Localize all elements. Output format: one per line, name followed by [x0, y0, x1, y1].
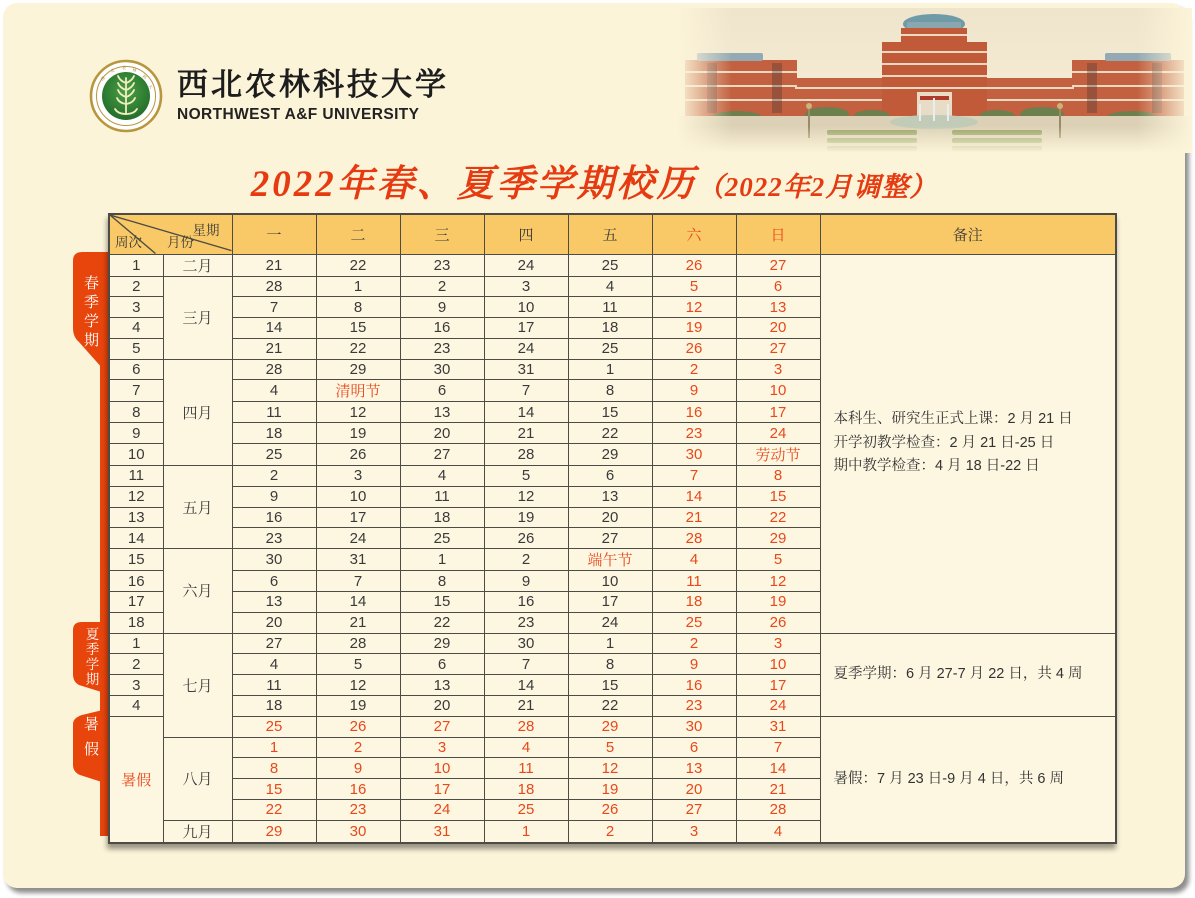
day-cell: 25 [400, 528, 484, 549]
note-line: 期中教学检查：4 月 18 日-22 日 [833, 458, 1040, 475]
day-cell: 6 [400, 654, 484, 675]
week-number-cell: 3 [109, 675, 163, 696]
day-cell: 2 [652, 633, 736, 654]
day-cell: 28 [316, 633, 400, 654]
day-cell: 8 [568, 654, 652, 675]
day-cell: 16 [652, 675, 736, 696]
day-cell: 25 [232, 716, 316, 737]
calendar-page [3, 3, 1185, 888]
day-cell: 21 [484, 696, 568, 717]
week-number-cell: 14 [109, 528, 163, 549]
day-cell: 4 [232, 380, 316, 402]
day-cell: 10 [736, 380, 820, 402]
note-line: 暑假：7 月 23 日-9 月 4 日，共 6 周 [833, 770, 1064, 787]
day-cell: 6 [568, 466, 652, 487]
day-cell: 16 [484, 592, 568, 613]
day-cell: 18 [232, 423, 316, 444]
day-cell: 24 [484, 338, 568, 359]
day-cell: 20 [400, 423, 484, 444]
day-cell: 23 [316, 800, 400, 821]
day-cell: 16 [652, 402, 736, 423]
day-cell: 10 [316, 486, 400, 507]
day-cell: 13 [652, 758, 736, 779]
notes-header: 备注 [820, 214, 1116, 254]
day-cell: 19 [484, 507, 568, 528]
day-cell: 22 [316, 338, 400, 359]
day-cell: 1 [568, 633, 652, 654]
day-cell: 端午节 [568, 549, 652, 571]
day-cell: 29 [232, 820, 316, 843]
day-cell: 27 [400, 716, 484, 737]
day-cell: 9 [316, 758, 400, 779]
page-title-main: 2022年春、夏季学期校历 [250, 164, 697, 205]
day-cell: 1 [400, 549, 484, 571]
day-cell: 9 [652, 654, 736, 675]
day-cell: 3 [652, 820, 736, 843]
day-cell: 18 [652, 592, 736, 613]
day-cell: 23 [652, 423, 736, 444]
day-cell: 22 [568, 696, 652, 717]
day-cell: 29 [736, 528, 820, 549]
month-cell: 七月 [163, 633, 232, 737]
week-number-cell: 1 [109, 633, 163, 654]
month-cell: 六月 [163, 549, 232, 633]
day-cell: 7 [232, 297, 316, 318]
note-line: 开学初教学检查：2 月 21 日-25 日 [833, 434, 1055, 451]
day-cell: 25 [652, 612, 736, 633]
university-logo-wheat-emblem [89, 59, 163, 133]
day-cell: 9 [652, 380, 736, 402]
day-cell: 7 [484, 654, 568, 675]
day-cell: 26 [652, 338, 736, 359]
day-cell: 18 [232, 696, 316, 717]
day-cell: 12 [652, 297, 736, 318]
day-cell: 16 [232, 507, 316, 528]
day-cell: 15 [568, 402, 652, 423]
svg-text:大: 大 [147, 83, 154, 90]
day-cell: 29 [400, 633, 484, 654]
day-cell: 2 [484, 549, 568, 571]
day-cell: 22 [400, 612, 484, 633]
svg-text:农: 农 [122, 65, 127, 70]
day-cell: 8 [316, 297, 400, 318]
day-cell: 18 [400, 507, 484, 528]
day-cell: 3 [484, 276, 568, 297]
day-cell: 20 [652, 779, 736, 800]
day-cell: 2 [652, 359, 736, 380]
day-cell: 28 [232, 359, 316, 380]
day-cell: 15 [568, 675, 652, 696]
day-cell: 29 [568, 716, 652, 737]
day-cell: 16 [316, 779, 400, 800]
day-cell: 7 [652, 466, 736, 487]
week-number-cell: 15 [109, 549, 163, 571]
day-cell: 20 [568, 507, 652, 528]
svg-text:北: 北 [109, 67, 116, 74]
day-cell: 17 [736, 675, 820, 696]
day-cell: 21 [736, 779, 820, 800]
day-cell: 19 [316, 696, 400, 717]
day-cell: 13 [232, 592, 316, 613]
day-cell: 9 [232, 486, 316, 507]
day-cell: 10 [568, 571, 652, 592]
day-cell: 1 [568, 359, 652, 380]
weekday-header: 三 [400, 214, 484, 254]
day-cell: 24 [568, 612, 652, 633]
day-cell: 15 [400, 592, 484, 613]
day-cell: 11 [568, 297, 652, 318]
day-cell: 31 [484, 359, 568, 380]
day-cell: 11 [232, 675, 316, 696]
day-cell: 19 [568, 779, 652, 800]
note-cell [820, 254, 1116, 633]
week-number-cell: 5 [109, 338, 163, 359]
day-cell: 21 [316, 612, 400, 633]
day-cell: 1 [484, 820, 568, 843]
day-cell: 5 [568, 737, 652, 758]
day-cell: 22 [736, 507, 820, 528]
day-cell: 30 [652, 716, 736, 737]
day-cell: 22 [316, 254, 400, 276]
day-cell: 14 [736, 758, 820, 779]
tab-summer-vacation [70, 705, 111, 786]
week-number-cell: 11 [109, 466, 163, 487]
day-cell: 25 [568, 338, 652, 359]
week-number-cell: 18 [109, 612, 163, 633]
corner-header [109, 214, 232, 254]
summer-tab-label: 夏季学期 [83, 627, 99, 687]
day-cell: 4 [736, 820, 820, 843]
day-cell: 5 [652, 276, 736, 297]
university-brand [89, 59, 449, 133]
week-number-cell: 10 [109, 444, 163, 466]
day-cell: 劳动节 [736, 444, 820, 466]
day-cell: 8 [232, 758, 316, 779]
day-cell: 24 [400, 800, 484, 821]
week-number-cell: 8 [109, 402, 163, 423]
day-cell: 27 [568, 528, 652, 549]
day-cell: 4 [232, 654, 316, 675]
tab-spring-semester [70, 252, 111, 379]
note-cell [820, 633, 1116, 716]
weekday-header: 二 [316, 214, 400, 254]
day-cell: 14 [316, 592, 400, 613]
day-cell: 28 [736, 800, 820, 821]
day-cell: 20 [400, 696, 484, 717]
day-cell: 11 [484, 758, 568, 779]
day-cell: 20 [232, 612, 316, 633]
day-cell: 28 [484, 444, 568, 466]
day-cell: 17 [316, 507, 400, 528]
day-cell: 6 [232, 571, 316, 592]
day-cell: 26 [652, 254, 736, 276]
day-cell: 23 [232, 528, 316, 549]
day-cell: 25 [568, 254, 652, 276]
day-cell: 5 [736, 549, 820, 571]
day-cell: 13 [400, 675, 484, 696]
day-cell: 12 [316, 675, 400, 696]
weekday-header: 一 [232, 214, 316, 254]
day-cell: 21 [232, 338, 316, 359]
day-cell: 3 [400, 737, 484, 758]
day-cell: 24 [484, 254, 568, 276]
day-cell: 11 [400, 486, 484, 507]
week-number-cell: 13 [109, 507, 163, 528]
day-cell: 6 [652, 737, 736, 758]
day-cell: 22 [232, 800, 316, 821]
note-cell [820, 716, 1116, 842]
day-cell: 13 [568, 486, 652, 507]
week-number-cell: 16 [109, 571, 163, 592]
day-cell: 14 [484, 675, 568, 696]
day-cell: 3 [736, 359, 820, 380]
day-cell: 13 [400, 402, 484, 423]
week-number-cell: 9 [109, 423, 163, 444]
month-cell: 八月 [163, 737, 232, 820]
day-cell: 8 [400, 571, 484, 592]
week-number-cell: 2 [109, 654, 163, 675]
spring-tab-label: 春季学期 [82, 275, 99, 351]
day-cell: 27 [736, 338, 820, 359]
week-number-cell: 4 [109, 696, 163, 717]
day-cell: 21 [484, 423, 568, 444]
day-cell: 19 [736, 592, 820, 613]
day-cell: 5 [316, 654, 400, 675]
day-cell: 24 [316, 528, 400, 549]
month-cell: 三月 [163, 276, 232, 359]
week-number-cell: 3 [109, 297, 163, 318]
day-cell: 14 [484, 402, 568, 423]
day-cell: 11 [652, 571, 736, 592]
week-number-cell: 17 [109, 592, 163, 613]
weekday-header: 五 [568, 214, 652, 254]
day-cell: 27 [232, 633, 316, 654]
day-cell: 12 [316, 402, 400, 423]
week-number-cell: 2 [109, 276, 163, 297]
weekday-header: 六 [652, 214, 736, 254]
day-cell: 8 [736, 466, 820, 487]
week-number-cell: 7 [109, 380, 163, 402]
day-cell: 12 [736, 571, 820, 592]
day-cell: 30 [652, 444, 736, 466]
day-cell: 8 [568, 380, 652, 402]
day-cell: 15 [316, 318, 400, 339]
day-cell: 2 [400, 276, 484, 297]
day-cell: 25 [232, 444, 316, 466]
day-cell: 10 [484, 297, 568, 318]
month-cell: 四月 [163, 359, 232, 465]
day-cell: 2 [232, 466, 316, 487]
day-cell: 31 [400, 820, 484, 843]
corner-label-week: 周次 [115, 234, 142, 250]
note-line: 本科生、研究生正式上课：2 月 21 日 [833, 411, 1073, 428]
day-cell: 12 [568, 758, 652, 779]
day-cell: 7 [316, 571, 400, 592]
day-cell: 26 [484, 528, 568, 549]
day-cell: 12 [484, 486, 568, 507]
day-cell: 26 [316, 716, 400, 737]
day-cell: 31 [736, 716, 820, 737]
day-cell: 2 [568, 820, 652, 843]
vacation-week-cell: 暑假 [109, 716, 163, 842]
day-cell: 6 [736, 276, 820, 297]
page-title [3, 153, 1185, 207]
page-title-note: （2022年2月调整） [696, 172, 938, 202]
day-cell: 19 [652, 318, 736, 339]
day-cell: 7 [484, 380, 568, 402]
corner-label-month: 月份 [167, 234, 194, 250]
day-cell: 3 [316, 466, 400, 487]
month-cell: 二月 [163, 254, 232, 276]
day-cell: 29 [316, 359, 400, 380]
day-cell: 19 [316, 423, 400, 444]
university-name-cn: 西北农林科技大学 [177, 67, 449, 104]
day-cell: 31 [316, 549, 400, 571]
svg-text:西: 西 [99, 75, 106, 82]
day-cell: 17 [400, 779, 484, 800]
weekday-header: 四 [484, 214, 568, 254]
university-name-en: NORTHWEST A&F UNIVERSITY [177, 105, 420, 123]
month-cell: 九月 [163, 820, 232, 843]
day-cell: 18 [484, 779, 568, 800]
day-cell: 4 [652, 549, 736, 571]
day-cell: 14 [652, 486, 736, 507]
day-cell: 23 [484, 612, 568, 633]
day-cell: 24 [736, 423, 820, 444]
day-cell: 26 [736, 612, 820, 633]
corner-label-weekday: 星期 [192, 223, 220, 238]
day-cell: 23 [400, 254, 484, 276]
day-cell: 9 [484, 571, 568, 592]
day-cell: 11 [232, 402, 316, 423]
day-cell: 21 [232, 254, 316, 276]
day-cell: 4 [568, 276, 652, 297]
day-cell: 29 [568, 444, 652, 466]
day-cell: 30 [232, 549, 316, 571]
day-cell: 13 [736, 297, 820, 318]
month-cell: 五月 [163, 466, 232, 549]
day-cell: 23 [400, 338, 484, 359]
day-cell: 15 [736, 486, 820, 507]
day-cell: 15 [232, 779, 316, 800]
day-cell: 10 [736, 654, 820, 675]
day-cell: 2 [316, 737, 400, 758]
day-cell: 22 [568, 423, 652, 444]
day-cell: 17 [736, 402, 820, 423]
day-cell: 3 [736, 633, 820, 654]
day-cell: 5 [484, 466, 568, 487]
day-cell: 14 [232, 318, 316, 339]
campus-photo [677, 8, 1192, 153]
day-cell: 4 [484, 737, 568, 758]
day-cell: 7 [736, 737, 820, 758]
day-cell: 26 [316, 444, 400, 466]
day-cell: 27 [652, 800, 736, 821]
day-cell: 21 [652, 507, 736, 528]
week-number-cell: 4 [109, 318, 163, 339]
day-cell: 清明节 [316, 380, 400, 402]
week-number-cell: 6 [109, 359, 163, 380]
weekday-header: 日 [736, 214, 820, 254]
day-cell: 30 [316, 820, 400, 843]
day-cell: 16 [400, 318, 484, 339]
day-cell: 17 [568, 592, 652, 613]
day-cell: 17 [484, 318, 568, 339]
day-cell: 28 [484, 716, 568, 737]
svg-text:科: 科 [141, 73, 148, 81]
svg-text:林: 林 [131, 67, 138, 74]
day-cell: 10 [400, 758, 484, 779]
calendar-table [108, 213, 1117, 844]
day-cell: 27 [400, 444, 484, 466]
day-cell: 27 [736, 254, 820, 276]
day-cell: 4 [400, 466, 484, 487]
day-cell: 28 [652, 528, 736, 549]
day-cell: 1 [232, 737, 316, 758]
day-cell: 20 [736, 318, 820, 339]
day-cell: 6 [400, 380, 484, 402]
day-cell: 28 [232, 276, 316, 297]
day-cell: 23 [652, 696, 736, 717]
day-cell: 25 [484, 800, 568, 821]
tab-summer-semester [70, 622, 111, 696]
day-cell: 18 [568, 318, 652, 339]
week-number-cell: 12 [109, 486, 163, 507]
day-cell: 30 [484, 633, 568, 654]
day-cell: 24 [736, 696, 820, 717]
day-cell: 30 [400, 359, 484, 380]
day-cell: 26 [568, 800, 652, 821]
week-number-cell: 1 [109, 254, 163, 276]
vacation-tab-label: 暑假 [82, 716, 99, 766]
note-line: 夏季学期：6 月 27-7 月 22 日，共 4 周 [833, 666, 1083, 682]
day-cell: 1 [316, 276, 400, 297]
day-cell: 9 [400, 297, 484, 318]
